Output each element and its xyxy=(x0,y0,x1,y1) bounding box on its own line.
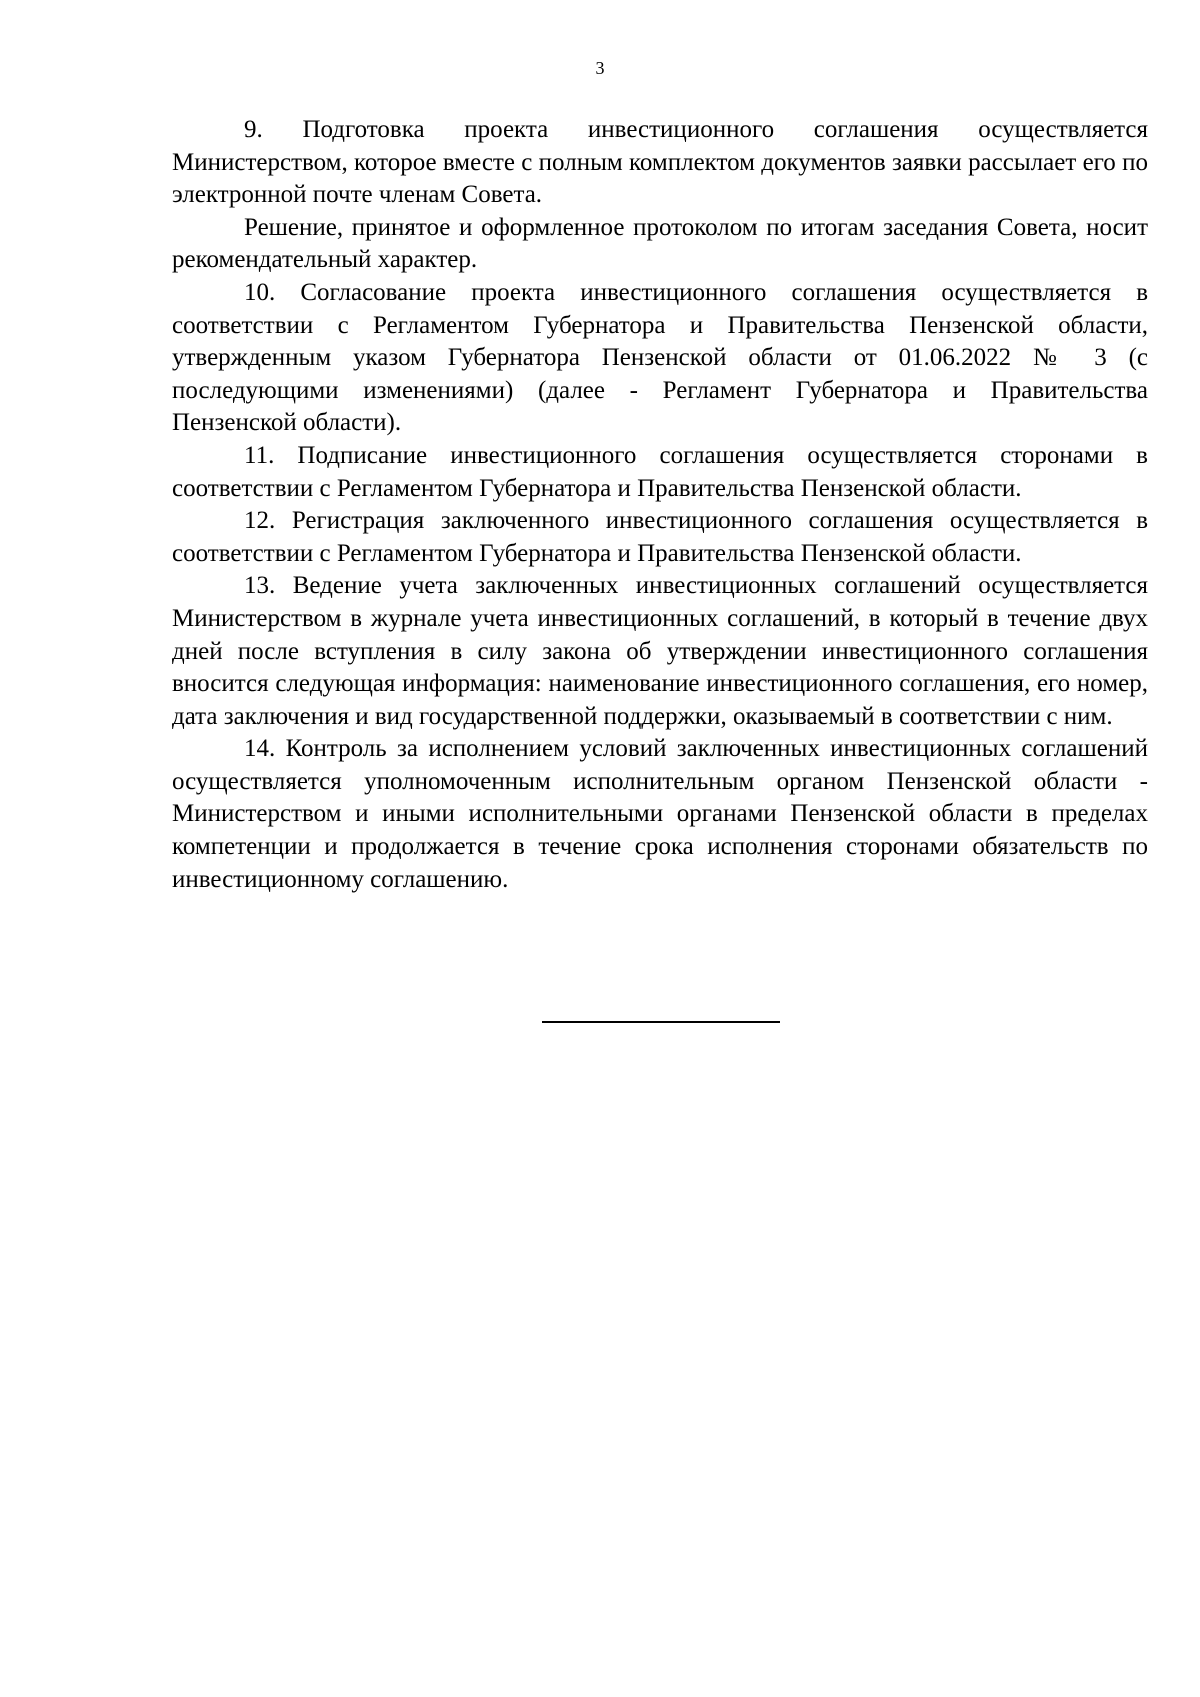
document-body xyxy=(172,114,1148,896)
paragraph-13: 13. Ведение учета заключенных инвестиционных соглашений осуществляется Министерством в журнале учета инвестиционных соглашений, в который в течение двух дней после вступления в силу закона об утверждении инвестиционного соглашения вносится следующая информация: наименование инвестиционного соглашения, его номер, дата заключения и вид государственной поддержки, оказываемый в соответствии с ним. xyxy=(172,572,1148,730)
paragraph-10: 10. Согласование проекта инвестиционного соглашения осуществляется в соответствии с Регламентом Губернатора и Правительства Пензенской области, утвержденным указом Губернатора Пензенской области от 01.06.2022 № 3 (с последующими изменениями) (далее - Регламент Губернатора и Правительства Пензенской области). xyxy=(172,278,1148,437)
paragraph-14: 14. Контроль за исполнением условий заключенных инвестиционных соглашений осуществляется уполномоченным исполнительным органом Пензенской области - Министерством и иными исполнительными органами Пензенской области в пределах компетенции и продолжается в течение срока исполнения сторонами обязательств по инвестиционному соглашению. xyxy=(172,735,1148,893)
paragraph-9: 9. Подготовка проекта инвестиционного соглашения осуществляется Министерством, которое вместе с полным комплектом документов заявки рассылает его по электронной почте членам Совета. xyxy=(172,116,1148,209)
page-number: 3 xyxy=(595,58,605,78)
paragraph-decision: Решение, принятое и оформленное протоколом по итогам заседания Совета, носит рекомендательный характер. xyxy=(172,213,1148,274)
paragraph-11: 11. Подписание инвестиционного соглашения осуществляется сторонами в соответствии с Регламентом Губернатора и Правительства Пензенской области. xyxy=(172,441,1148,502)
document-end-divider xyxy=(542,1021,780,1023)
paragraph-12: 12. Регистрация заключенного инвестиционного соглашения осуществляется в соответствии с Регламентом Губернатора и Правительства Пензенской области. xyxy=(172,507,1148,567)
